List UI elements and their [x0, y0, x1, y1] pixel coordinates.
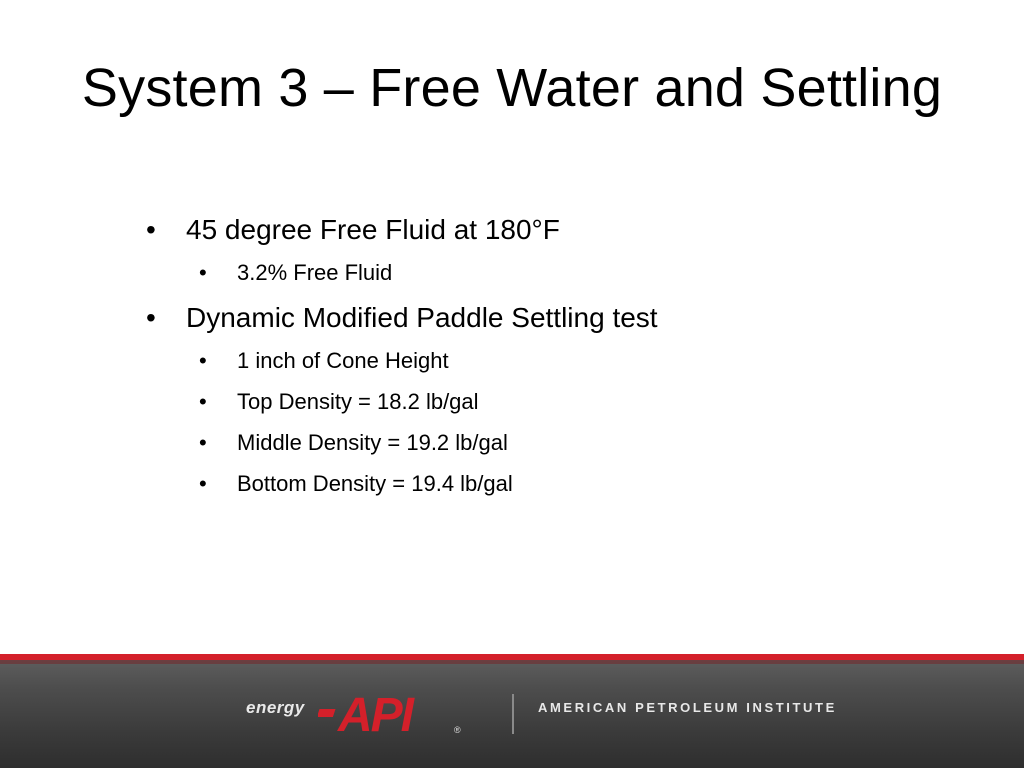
api-logo [318, 689, 468, 737]
slide-title: System 3 – Free Water and Settling [81, 58, 943, 118]
bullet-marker: • [199, 471, 207, 496]
bullet-text: 3.2% Free Fluid [237, 260, 393, 285]
footer-stripe-shadow [0, 660, 1024, 664]
footer-divider [512, 694, 514, 734]
logo-registered-mark: ® [454, 725, 461, 735]
sub-bullet-item [199, 255, 924, 291]
bullet-marker: • [199, 430, 207, 455]
institute-name: AMERICAN PETROLEUM INSTITUTE [538, 700, 837, 715]
bullet-list [144, 208, 924, 507]
bullet-marker: • [199, 260, 207, 285]
bullet-marker: • [146, 214, 156, 245]
sub-bullet-item [199, 466, 924, 502]
footer-bar [0, 654, 1024, 768]
bullet-text: 45 degree Free Fluid at 180°F [186, 214, 560, 245]
bullet-marker: • [199, 389, 207, 414]
bullet-text: 1 inch of Cone Height [237, 348, 449, 373]
bullet-item [144, 208, 924, 252]
bullet-text: Dynamic Modified Paddle Settling test [186, 302, 658, 333]
bullet-text: Bottom Density = 19.4 lb/gal [237, 471, 513, 496]
bullet-text: Middle Density = 19.2 lb/gal [237, 430, 508, 455]
bullet-marker: • [146, 302, 156, 333]
sub-bullet-item [199, 343, 924, 379]
bullet-item [144, 296, 924, 340]
logo-text: API [338, 689, 413, 737]
sub-bullet-item [199, 384, 924, 420]
bullet-text: Top Density = 18.2 lb/gal [237, 389, 479, 414]
bullet-marker: • [199, 348, 207, 373]
sub-bullet-item [199, 425, 924, 461]
energy-label: energy [246, 698, 305, 717]
